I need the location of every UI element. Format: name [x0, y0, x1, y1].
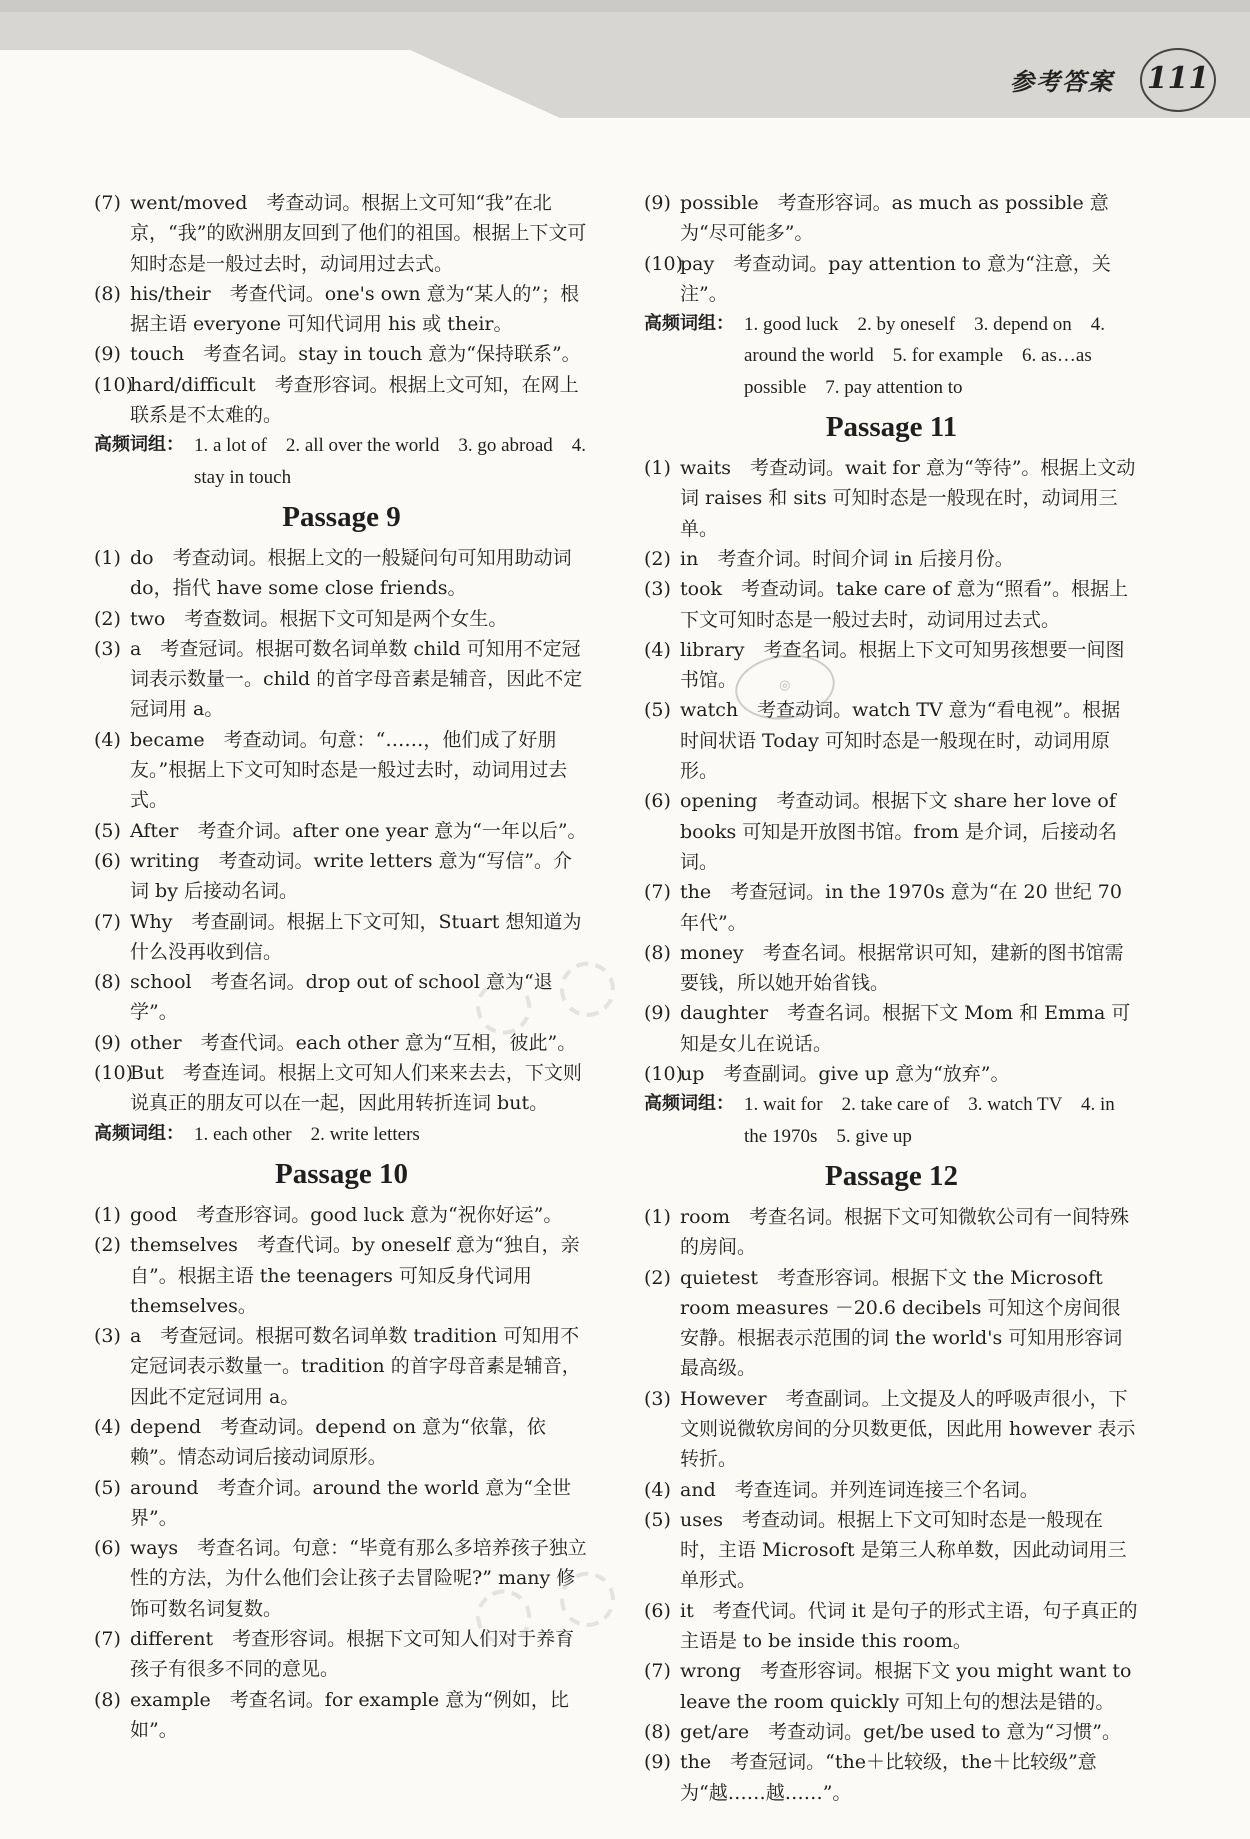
header-shade	[0, 0, 1250, 118]
item-text: However 考查副词。上文提及人的呼吸声很小，下文则说微软房间的分贝数更低，因此用 however 表示转折。	[680, 1387, 1136, 1471]
answer-item	[644, 1384, 1139, 1475]
item-number: (8)	[94, 1688, 121, 1711]
item-number: (6)	[644, 790, 671, 813]
vocab-label: 高频词组：	[644, 1093, 734, 1115]
item-number: (1)	[644, 1205, 671, 1228]
item-text: took 考查动词。take care of 意为“照看”。根据上下文可知时态是一般过去时，动词用过去式。	[680, 578, 1129, 631]
answer-item	[644, 1717, 1139, 1747]
answer-item	[94, 846, 589, 907]
answer-item	[94, 370, 589, 431]
item-text: uses 考查动词。根据上下文可知时态是一般现在时，主语 Microsoft 是第三人称单数，因此动词用三单形式。	[680, 1508, 1127, 1592]
answer-item	[644, 998, 1139, 1059]
item-number: (2)	[644, 547, 671, 570]
item-text: room 考查名词。根据下文可知微软公司有一间特殊的房间。	[680, 1205, 1129, 1259]
item-number: (8)	[94, 282, 121, 305]
passage-11-items	[644, 453, 1139, 1089]
answer-item	[94, 339, 589, 369]
header-top-strip	[0, 0, 1250, 12]
answer-item	[94, 1058, 589, 1119]
answer-item	[644, 635, 1139, 696]
item-text: But 考查连词。根据上文可知人们来来去去，下文则说真正的朋友可以在一起，因此用转折连词 but。	[130, 1062, 582, 1115]
item-number: (3)	[94, 1325, 121, 1348]
answer-item	[94, 1321, 589, 1412]
vocab-label: 高频词组：	[644, 313, 734, 335]
item-number: (4)	[644, 638, 671, 661]
item-text: pay 考查动词。pay attention to 意为“注意，关注”。	[680, 252, 1111, 305]
item-text: After 考查介词。after one year 意为“一年以后”。	[130, 819, 587, 842]
item-number: (7)	[94, 192, 121, 214]
item-number: (5)	[644, 699, 671, 722]
vocab-group	[644, 309, 1139, 403]
item-text: themselves 考查代词。by oneself 意为“独自，亲自”。根据主语 the teenagers 可知反身代词用 themselves。	[130, 1234, 580, 1317]
item-number: (8)	[644, 941, 671, 964]
vocab-group	[644, 1089, 1139, 1152]
item-number: (3)	[644, 1387, 671, 1410]
answer-item	[644, 938, 1139, 999]
item-number: (1)	[644, 457, 671, 480]
item-text: went/moved 考查动词。根据上文可知“我”在北京，“我”的欧洲朋友回到了他们的祖国。根据上下文可知时态是一般过去时，动词用过去式。	[130, 192, 587, 275]
vocab-text: 1. each other 2. write letters	[194, 1123, 420, 1145]
item-number: (9)	[644, 192, 671, 214]
item-number: (4)	[94, 1415, 121, 1438]
answer-item	[644, 1505, 1139, 1596]
passage-title: Passage 12	[825, 1159, 958, 1192]
answer-item	[94, 604, 589, 634]
answer-item	[644, 1475, 1139, 1505]
item-number: (1)	[94, 1203, 121, 1226]
answer-item	[644, 786, 1139, 877]
vocab-group	[94, 1119, 589, 1150]
passage-title: Passage 11	[825, 411, 958, 444]
answer-item	[644, 1202, 1139, 1263]
item-number: (9)	[644, 1751, 671, 1774]
answer-item	[94, 279, 589, 340]
item-number: (2)	[644, 1266, 671, 1289]
item-number: (5)	[644, 1508, 671, 1531]
item-number: (5)	[94, 1476, 121, 1499]
item-text: wrong 考查形容词。根据下文 you might want to leave the room quickly 可知上句的想法是错的。	[680, 1660, 1132, 1713]
item-number: (10)	[644, 252, 684, 275]
vocab-label: 高频词组：	[94, 1122, 184, 1144]
answer-item	[644, 1747, 1139, 1808]
answer-item	[644, 1059, 1139, 1089]
item-number: (4)	[94, 728, 121, 751]
item-text: do 考查动词。根据上文的一般疑问句可知用助动词 do，指代 have some close friends。	[130, 546, 572, 600]
answer-item	[644, 249, 1139, 310]
item-text: quietest 考查形容词。根据下文 the Microsoft room measures －20.6 decibels 可知这个房间很安静。根据表示范围的词 the world's 可知用形容词最高级。	[680, 1266, 1123, 1380]
item-number: (8)	[94, 971, 121, 994]
item-text: daughter 考查名词。根据下文 Mom 和 Emma 可知是女儿在说话。	[680, 1002, 1131, 1055]
item-text: Why 考查副词。根据上下文可知，Stuart 想知道为什么没再收到信。	[130, 910, 582, 963]
answer-item	[644, 1656, 1139, 1717]
answer-item	[644, 877, 1139, 938]
item-text: writing 考查动词。write letters 意为“写信”。介词 by 后接动名词。	[130, 849, 573, 903]
watermark-mark: ◌ ◌	[462, 935, 626, 1049]
item-number: (10)	[94, 373, 134, 396]
item-text: different 考查形容词。根据下文可知人们对于养育孩子有很多不同的意见。	[130, 1628, 575, 1681]
answer-item	[94, 1473, 589, 1534]
answer-item	[94, 725, 589, 816]
item-number: (5)	[94, 819, 121, 842]
answer-item	[94, 634, 589, 725]
answer-item	[644, 1263, 1139, 1384]
answer-item	[644, 1596, 1139, 1657]
answer-item	[94, 816, 589, 846]
vocab-text: 1. wait for 2. take care of 3. watch TV 4. in the 1970s 5. give up	[744, 1094, 1115, 1147]
item-number: (7)	[644, 881, 671, 904]
item-text: get/are 考查动词。get/be used to 意为“习惯”。	[680, 1720, 1121, 1743]
item-text: ways 考查名词。句意：“毕竟有那么多培养孩子独立性的方法，为什么他们会让孩子去冒险呢?” many 修饰可数名词复数。	[130, 1537, 587, 1620]
item-text: opening 考查动词。根据下文 share her love of books 可知是开放图书馆。from 是介词，后接动名词。	[680, 790, 1117, 873]
right-column	[644, 188, 1139, 1808]
item-text: example 考查名词。for example 意为“例如，比如”。	[130, 1688, 569, 1741]
header-band	[0, 0, 1250, 120]
item-text: around 考查介词。around the world 意为“全世界”。	[130, 1476, 571, 1529]
answer-item	[644, 574, 1139, 635]
item-text: watch 考查动词。watch TV 意为“看电视”。根据时间状语 Today 可知时态是一般现在时，动词用原形。	[680, 699, 1121, 783]
item-text: up 考查副词。give up 意为“放弃”。	[680, 1063, 1010, 1086]
item-text: other 考查代词。each other 意为“互相，彼此”。	[130, 1031, 577, 1054]
watermark-mark: ◌ ◌	[462, 1545, 626, 1659]
answer-item	[94, 1685, 589, 1746]
answer-item	[94, 543, 589, 604]
item-text: his/their 考查代词。one's own 意为“某人的”；根据主语 everyone 可知代词用 his 或 their。	[130, 282, 580, 336]
item-number: (3)	[644, 578, 671, 601]
answer-item	[94, 1230, 589, 1321]
page-number: 111	[1140, 48, 1216, 112]
passage-title: Passage 9	[282, 500, 401, 533]
item-number: (3)	[94, 637, 121, 660]
item-number: (9)	[644, 1002, 671, 1025]
item-text: good 考查形容词。good luck 意为“祝你好运”。	[130, 1203, 563, 1226]
item-text: a 考查冠词。根据可数名词单数 child 可知用不定冠词表示数量一。child 的首字母音素是辅音，因此不定冠词用 a。	[130, 637, 583, 721]
item-number: (6)	[94, 849, 121, 872]
passage-12-items	[644, 1202, 1139, 1808]
right-items-a	[644, 188, 1139, 309]
answer-item	[644, 188, 1139, 249]
item-text: school 考查名词。drop out of school 意为“退学”。	[130, 971, 553, 1024]
item-text: two 考查数词。根据下文可知是两个女生。	[130, 607, 508, 630]
item-number: (6)	[644, 1599, 671, 1622]
answer-item	[644, 453, 1139, 544]
left-items-a	[94, 188, 589, 430]
vocab-text: 1. good luck 2. by oneself 3. depend on 4. around the world 5. for example 6. as…as possible 7. pay attention to	[744, 314, 1105, 398]
item-number: (9)	[94, 1031, 121, 1054]
item-number: (2)	[94, 607, 121, 630]
item-number: (7)	[94, 910, 121, 933]
answer-item	[644, 695, 1139, 786]
header-label: 参考答案	[1010, 67, 1114, 96]
item-text: depend 考查动词。depend on 意为“依靠，依赖”。情态动词后接动词原形。	[130, 1415, 546, 1469]
stamp-seal: ◎	[731, 648, 839, 725]
vocab-label: 高频词组：	[94, 434, 184, 456]
item-number: (8)	[644, 1720, 671, 1743]
item-text: hard/difficult 考查形容词。根据上文可知，在网上联系是不太难的。	[130, 373, 579, 427]
item-text: the 考查冠词。in the 1970s 意为“在 20 世纪 70 年代”。	[680, 881, 1122, 934]
vocab-group	[94, 430, 589, 493]
item-text: in 考查介词。时间介词 in 后接月份。	[680, 547, 1014, 570]
answer-item	[94, 1412, 589, 1473]
answer-item	[644, 544, 1139, 574]
passage-10-items	[94, 1200, 589, 1745]
item-text: possible 考查形容词。as much as possible 意为“尽可能多”。	[680, 192, 1109, 245]
item-number: (7)	[644, 1660, 671, 1683]
item-number: (6)	[94, 1537, 121, 1560]
passage-title: Passage 10	[275, 1157, 408, 1190]
answer-item	[94, 1200, 589, 1230]
item-number: (7)	[94, 1628, 121, 1651]
item-text: touch 考查名词。stay in touch 意为“保持联系”。	[130, 343, 581, 366]
item-text: waits 考查动词。wait for 意为“等待”。根据上文动词 raises 和 sits 可知时态是一般现在时，动词用三单。	[680, 457, 1136, 540]
item-number: (10)	[644, 1063, 684, 1086]
item-number: (9)	[94, 343, 121, 366]
item-text: library 考查名词。根据上下文可知男孩想要一间图书馆。	[680, 638, 1125, 692]
item-text: the 考查冠词。“the＋比较级，the＋比较级”意为“越……越……”。	[680, 1751, 1097, 1804]
vocab-text: 1. a lot of 2. all over the world 3. go abroad 4. stay in touch	[194, 435, 587, 488]
item-text: and 考查连词。并列连词连接三个名词。	[680, 1478, 1039, 1501]
answer-item	[94, 188, 589, 279]
item-text: a 考查冠词。根据可数名词单数 tradition 可知用不定冠词表示数量一。tradition 的首字母音素是辅音，因此不定冠词用 a。	[130, 1325, 581, 1408]
item-text: became 考查动词。句意：“……，他们成了好朋友。”根据上下文可知时态是一般过去时，动词用过去式。	[130, 728, 568, 812]
item-text: money 考查名词。根据常识可知，建新的图书馆需要钱，所以她开始省钱。	[680, 941, 1124, 995]
item-number: (10)	[94, 1062, 134, 1085]
item-text: it 考查代词。代词 it 是句子的形式主语，句子真正的主语是 to be inside this room。	[680, 1599, 1138, 1653]
item-number: (2)	[94, 1234, 121, 1257]
item-number: (1)	[94, 546, 121, 569]
item-number: (4)	[644, 1478, 671, 1501]
